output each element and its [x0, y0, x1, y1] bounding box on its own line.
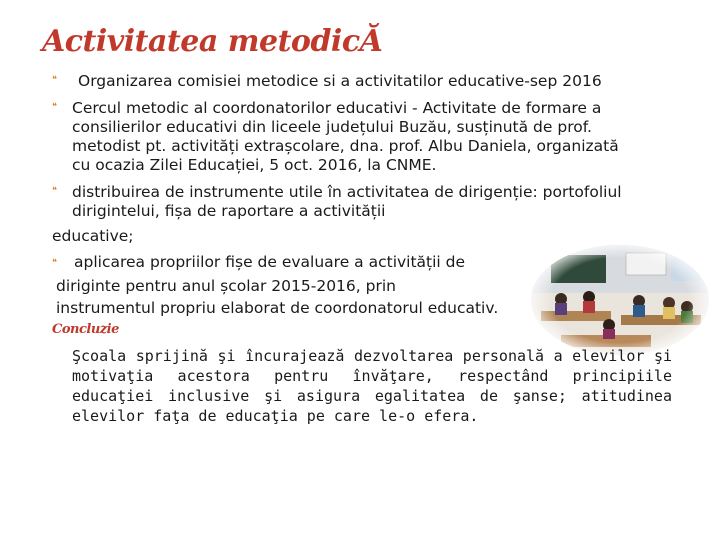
- bullet-icon: ❝: [52, 102, 57, 112]
- classroom-photo: [531, 245, 709, 355]
- bullet-text: Organizarea comisiei metodice si a activitatilor educative-sep 2016: [78, 72, 602, 90]
- bullet-text: aplicarea propriilor fișe de evaluare a activității de: [74, 253, 466, 271]
- bullet-text: metodist pt. activități extrașcolare, dna. prof. Albu Daniela, organizată: [72, 137, 619, 155]
- bullet-icon: ❝: [52, 186, 57, 196]
- page-title: Activitatea metodicĂ: [42, 24, 383, 59]
- bullet-icon: ❝: [52, 75, 57, 85]
- bullet-text: diriginte pentru anul școlar 2015-2016, prin: [56, 277, 396, 295]
- bullet-text: distribuirea de instrumente utile în activitatea de dirigenție: portofoliul: [72, 183, 622, 201]
- bullet-text: instrumentul propriu elaborat de coordonatorul educativ.: [56, 299, 499, 317]
- bullet-text: educative;: [52, 227, 134, 245]
- conclusion-heading: Concluzie: [52, 322, 119, 337]
- conclusion-text: Şcoala sprijină şi încurajează dezvoltarea personală a elevilor şi motivaţia acestora pentru învăţare, respectând principiile educaţiei inclusive şi asigura egalitatea de şanse; atitudinea elevilor faţa de educaţia pe care le-o efera.: [72, 347, 672, 425]
- bullet-text: dirigintelui, fișa de raportare a activității: [72, 202, 386, 220]
- classroom-photo-icon: [531, 245, 709, 355]
- bullet-icon: ❝: [52, 258, 57, 268]
- bullet-text: Cercul metodic al coordonatorilor educativi - Activitate de formare a: [72, 99, 602, 117]
- bullet-text: consilierilor educativi din liceele județului Buzău, susținută de prof.: [72, 118, 592, 136]
- bullet-text: cu ocazia Zilei Educației, 5 oct. 2016, la CNME.: [72, 156, 437, 174]
